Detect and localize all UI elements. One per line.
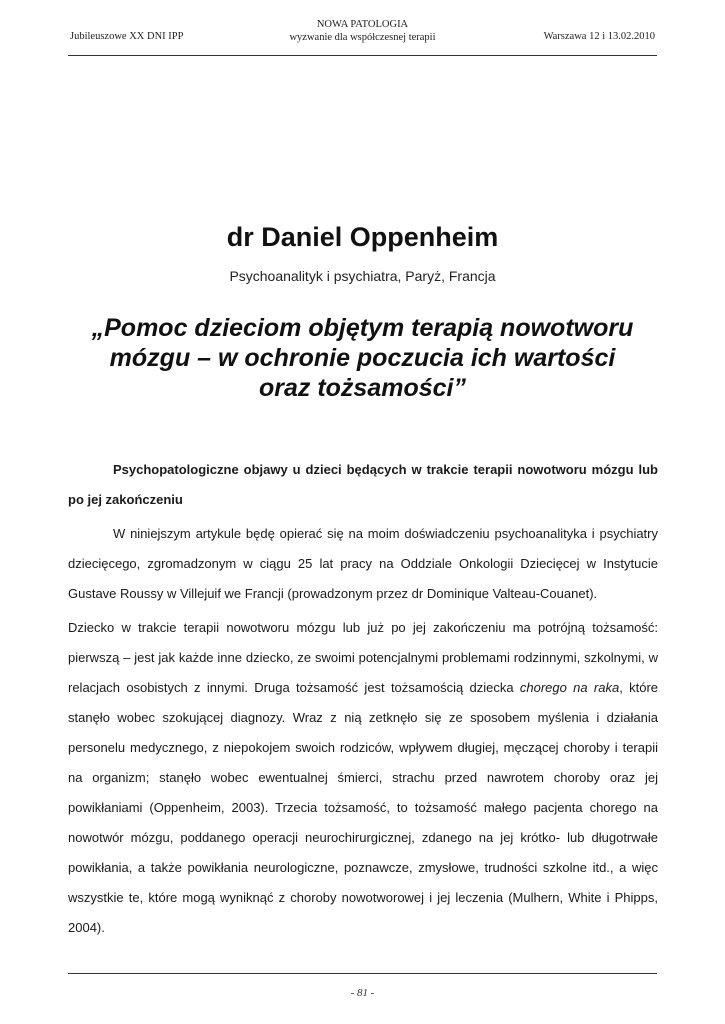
- article-title-line: oraz tożsamości”: [258, 374, 466, 402]
- section-heading: Psychopatologiczne objawy u dzieci będących w trakcie terapii nowotworu mózgu lub po jej zakończeniu: [68, 462, 658, 507]
- article-body: [68, 455, 658, 943]
- author-affiliation: Psychoanalityk i psychiatra, Paryż, Francja: [229, 268, 496, 284]
- article-title-line: mózgu – w ochronie poczucia ich wartości: [109, 344, 616, 372]
- paragraph-text: , które stanęło wobec szokującej diagnozy. Wraz z nią zetknęło się ze sposobem myślenia i działania personelu medycznego, z niepokojem swoich rodziców, wpływem długiej, męczącej choroby i terapii na organizm; stanęło wobec ewentualnej śmierci, strachu przed nawrotem choroby oraz jej powikłaniami (Oppenheim, 2003). Trzecia tożsamość, to tożsamość małego pacjenta chorego na nowotwór mózgu, poddanego operacji neurochirurgicznej, zdanego na jej krótko- lub długotrwałe powikłania, a także powikłania neurologiczne, poznawcze, zmysłowe, trudności szkolne itd., a więc wszystkie te, które mogą wyniknąć z choroby nowotworowej i jej leczenia (Mulhern, White i Phipps, 2004).: [68, 680, 659, 935]
- author-name: dr Daniel Oppenheim: [226, 222, 499, 252]
- page-number: - 81 -: [350, 987, 375, 999]
- header-conference-subtitle: wyzwanie dla współczesnej terapii: [289, 32, 436, 43]
- paragraph-emphasis: chorego na raka: [519, 680, 620, 695]
- paragraph: W niniejszym artykule będę opierać się na moim doświadczeniu psychoanalityka i psychiatry dziecięcego, zgromadzonym w ciągu 25 lat pracy na Oddziale Onkologii Dziecięcej w Instytucie Gustave Roussy w Villejuif we Francji (prowadzonym przez dr Dominique Valteau-Couanet).: [68, 526, 658, 601]
- paragraph: [68, 613, 658, 943]
- paragraph-text: Dziecko w trakcie terapii nowotworu mózgu lub już po jej zakończeniu ma potrójną tożsamość: pierwszą – jest jak każde inne dziecko, ze swoimi potencjalnymi problemami rodzinnymi, szkolnymi, w relacjach osobistych z innymi. Druga tożsamość jest tożsamością dziecka: [68, 620, 658, 695]
- header-conference-title: NOWA PATOLOGIA: [316, 19, 409, 30]
- header-divider: [68, 55, 657, 56]
- page-header: [0, 0, 725, 60]
- article-title-line: „Pomoc dzieciom objętym terapią nowotworu: [91, 314, 634, 342]
- header-date: Warszawa 12 i 13.02.2010: [543, 31, 655, 42]
- header-event: Jubileuszowe XX DNI IPP: [70, 31, 184, 42]
- footer-divider: [68, 973, 657, 974]
- article-title: [60, 313, 665, 403]
